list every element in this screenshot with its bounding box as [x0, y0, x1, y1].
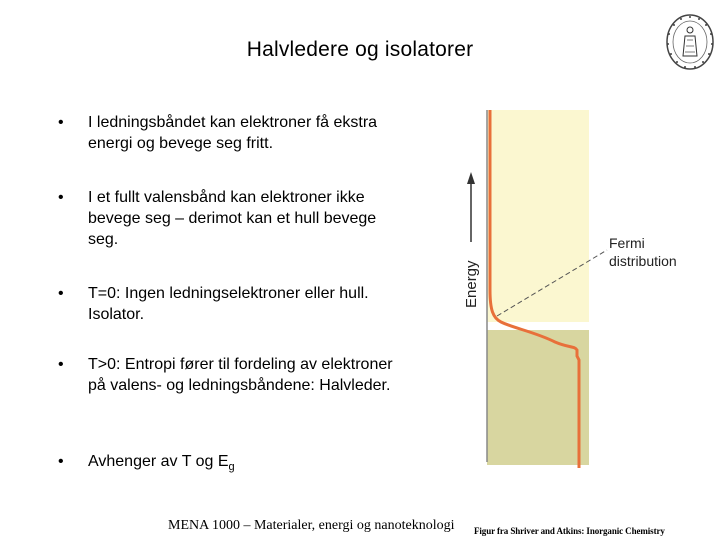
bullet-marker: • — [58, 114, 64, 131]
slide-title: Halvledere og isolatorer — [246, 38, 474, 61]
fermi-band-diagram — [455, 110, 700, 470]
bullet-text: I ledningsbåndet kan elektroner få ekstra energi og bevege seg fritt. — [88, 114, 378, 152]
bullet-text-main: Avhenger av T og E — [88, 453, 229, 470]
energy-axis-label: Energy — [463, 260, 480, 308]
conduction-band — [487, 110, 589, 322]
bullet-marker: • — [58, 189, 64, 206]
valence-band — [487, 330, 589, 465]
bullet-marker: • — [58, 285, 64, 302]
bullet-subscript: g — [228, 461, 235, 474]
bullet-marker: • — [58, 356, 64, 373]
bullet-text: I et fullt valensbånd kan elektroner ikke bevege seg – derimot kan et hull bevege seg. — [88, 189, 377, 248]
fermi-label-line2: distribution — [609, 253, 677, 269]
fermi-label-line1: Fermi — [609, 235, 645, 251]
university-seal-icon — [665, 12, 715, 72]
bullet-marker: • — [58, 453, 64, 470]
figure-credit: Figur fra Shriver and Atkins: Inorganic Chemistry — [474, 526, 665, 536]
bullet-text: T=0: Ingen ledningselektroner eller hull. Isolator. — [88, 285, 369, 323]
bullet-text: T>0: Entropi fører til fordeling av elektroner på valens- og ledningsbåndene: Halvleder. — [88, 356, 393, 394]
arrow-head-icon — [467, 172, 475, 184]
footer-text: MENA 1000 – Materialer, energi og nanoteknologi — [168, 518, 455, 533]
bullet-text — [88, 451, 398, 478]
